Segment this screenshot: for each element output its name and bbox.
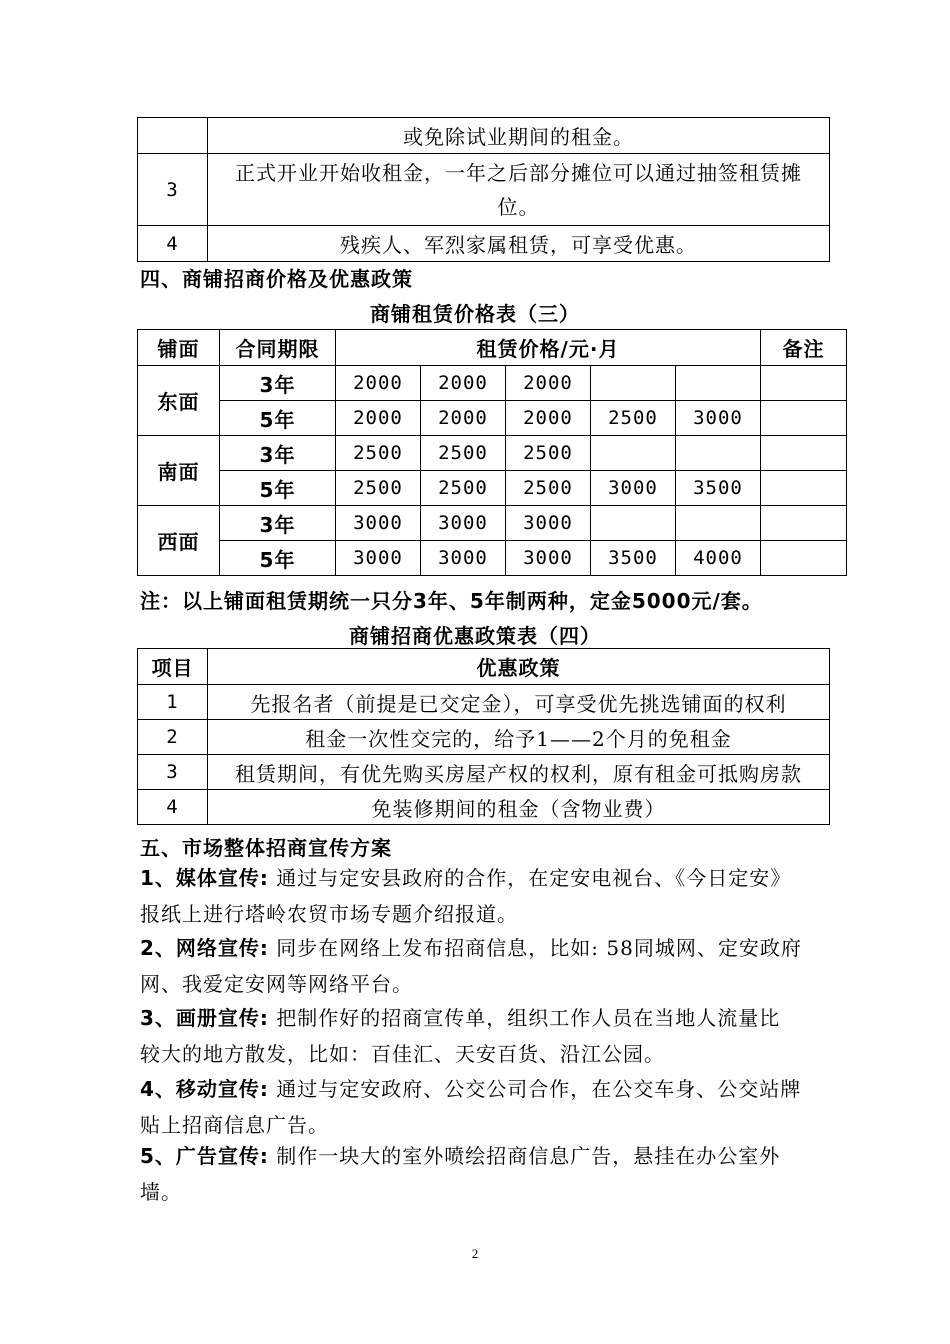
- table-row: [138, 436, 847, 471]
- promo-paragraph: [140, 860, 820, 932]
- item-number: 3: [138, 755, 208, 790]
- table-row: [138, 685, 830, 720]
- paragraph-text: 网、我爱定安网等网络平台。: [140, 972, 413, 996]
- item-number: 3: [138, 154, 208, 226]
- price-cell: [676, 436, 761, 471]
- facade-cell: 东面: [138, 366, 220, 436]
- item-number: 4: [138, 226, 208, 262]
- price-cell: 3000: [591, 471, 676, 506]
- price-cell: 2000: [336, 401, 421, 436]
- price-cell: 2500: [506, 436, 591, 471]
- promo-paragraph: [140, 1138, 820, 1210]
- item-number: 2: [138, 720, 208, 755]
- remark-cell: [761, 541, 847, 576]
- header-remark: 备注: [761, 330, 847, 366]
- policy-text: 租金一次性交完的，给予1——2个月的免租金: [208, 720, 830, 755]
- price-cell: [676, 366, 761, 401]
- table-header-row: [138, 330, 847, 366]
- table-row: [138, 401, 847, 436]
- price-cell: 2500: [421, 436, 506, 471]
- paragraph-label: 4、移动宣传:: [140, 1077, 269, 1101]
- item-text: [208, 154, 830, 226]
- price-cell: 3000: [421, 541, 506, 576]
- item-number: 1: [138, 685, 208, 720]
- term-cell: 3年: [220, 506, 336, 541]
- rent-price-table: [137, 329, 847, 576]
- price-cell: 4000: [676, 541, 761, 576]
- table-row: [138, 366, 847, 401]
- price-cell: 2500: [336, 436, 421, 471]
- remark-cell: [761, 401, 847, 436]
- paragraph-line: [140, 1000, 820, 1036]
- paragraph-text: 通过与定安县政府的合作，在定安电视台、《今日定安》: [268, 866, 792, 890]
- price-cell: 2500: [591, 401, 676, 436]
- price-cell: 2000: [421, 366, 506, 401]
- paragraph-text: 同步在网络上发布招商信息，比如: 58同城网、定安政府: [268, 936, 802, 960]
- paragraph-label: 5、广告宣传:: [140, 1144, 269, 1168]
- price-cell: 2500: [336, 471, 421, 506]
- policy-text: 免装修期间的租金（含物业费）: [208, 790, 830, 825]
- item-number: 4: [138, 790, 208, 825]
- paragraph-line: [140, 930, 820, 966]
- promo-paragraph: [140, 1071, 820, 1143]
- paragraph-line: [140, 1138, 820, 1174]
- paragraph-text: 贴上招商信息广告。: [140, 1113, 329, 1137]
- table-title: 商铺招商优惠政策表（四）: [349, 624, 601, 648]
- header-price: 租赁价格/元·月: [336, 330, 761, 366]
- price-cell: 2000: [336, 366, 421, 401]
- remark-cell: [761, 471, 847, 506]
- price-cell: 2000: [421, 401, 506, 436]
- price-cell: 2500: [421, 471, 506, 506]
- policy-text: 先报名者（前提是已交定金），可享受优先挑选铺面的权利: [208, 685, 830, 720]
- table-row: [138, 755, 830, 790]
- table-row: [138, 226, 830, 262]
- table-row: [138, 118, 830, 154]
- remark-cell: [761, 436, 847, 471]
- promo-paragraph: [140, 930, 820, 1002]
- section-heading: 五、市场整体招商宣传方案: [140, 836, 392, 860]
- remark-cell: [761, 506, 847, 541]
- price-cell: 3000: [506, 506, 591, 541]
- table-row: [138, 720, 830, 755]
- paragraph-text: 较大的地方散发，比如：百佳汇、天安百货、沿江公园。: [140, 1042, 665, 1066]
- table-title: 商铺租赁价格表（三）: [370, 302, 580, 326]
- table-row: [138, 471, 847, 506]
- price-cell: 3500: [591, 541, 676, 576]
- item-text: 残疾人、军烈家属租赁，可享受优惠。: [208, 226, 830, 262]
- paragraph-text: 把制作好的招商宣传单，组织工作人员在当地人流量比: [268, 1006, 781, 1030]
- price-cell: 2000: [506, 366, 591, 401]
- paragraph-text: 通过与定安政府、公交公司合作，在公交车身、公交站牌: [268, 1077, 802, 1101]
- item-number: [138, 118, 208, 154]
- paragraph-text: 报纸上进行塔岭农贸市场专题介绍报道。: [140, 902, 518, 926]
- price-cell: 2000: [506, 401, 591, 436]
- header-term: 合同期限: [220, 330, 336, 366]
- price-cell: 3000: [421, 506, 506, 541]
- price-cell: 3000: [336, 541, 421, 576]
- table-note: 注：以上铺面租赁期统一只分3年、5年制两种，定金5000元/套。: [140, 589, 763, 613]
- term-cell: 3年: [220, 366, 336, 401]
- price-cell: 3000: [676, 401, 761, 436]
- incentive-policy-table: [137, 648, 830, 825]
- header-policy: 优惠政策: [208, 649, 830, 685]
- table-row: [138, 154, 830, 226]
- facade-cell: 南面: [138, 436, 220, 506]
- term-cell: 5年: [220, 401, 336, 436]
- price-cell: 2500: [506, 471, 591, 506]
- header-item: 项目: [138, 649, 208, 685]
- paragraph-label: 2、网络宣传:: [140, 936, 269, 960]
- paragraph-label: 1、媒体宣传:: [140, 866, 269, 890]
- facade-cell: 西面: [138, 506, 220, 576]
- table-row: [138, 541, 847, 576]
- item-text-line: 正式开业开始收租金，一年之后部分摊位可以通过抽签租赁摊: [235, 160, 802, 185]
- section-heading: 四、商铺招商价格及优惠政策: [140, 267, 413, 291]
- paragraph-label: 3、画册宣传:: [140, 1006, 269, 1030]
- paragraph-text: 制作一块大的室外喷绘招商信息广告，悬挂在办公室外: [268, 1144, 781, 1168]
- item-text-line: 位。: [497, 194, 540, 219]
- price-cell: [676, 506, 761, 541]
- price-cell: 3000: [336, 506, 421, 541]
- paragraph-line: [140, 860, 820, 896]
- policy-text: 租赁期间，有优先购买房屋产权的权利，原有租金可抵购房款: [208, 755, 830, 790]
- term-cell: 5年: [220, 541, 336, 576]
- table-row: [138, 506, 847, 541]
- paragraph-line: [140, 1071, 820, 1107]
- price-cell: 3000: [506, 541, 591, 576]
- page-number: 2: [471, 1246, 479, 1261]
- table-row: [138, 790, 830, 825]
- term-cell: 3年: [220, 436, 336, 471]
- remark-cell: [761, 366, 847, 401]
- price-cell: 3500: [676, 471, 761, 506]
- paragraph-text: 墙。: [140, 1180, 182, 1204]
- item-text: 或免除试业期间的租金。: [208, 118, 830, 154]
- price-cell: [591, 366, 676, 401]
- term-cell: 5年: [220, 471, 336, 506]
- header-facade: 铺面: [138, 330, 220, 366]
- price-cell: [591, 506, 676, 541]
- table-header-row: [138, 649, 830, 685]
- policy-table-continued: [137, 117, 830, 262]
- price-cell: [591, 436, 676, 471]
- promo-paragraph: [140, 1000, 820, 1072]
